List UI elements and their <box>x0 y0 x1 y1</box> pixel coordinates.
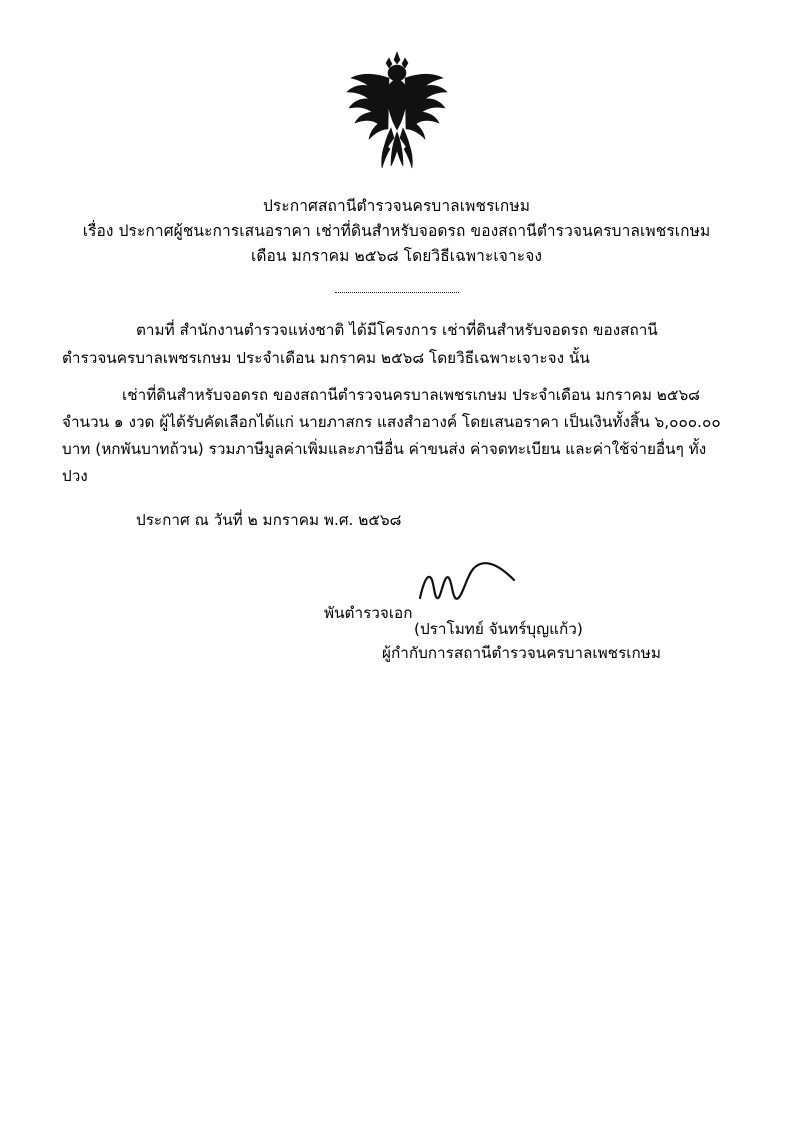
horizontal-divider <box>335 292 459 293</box>
signer-name: (ปราโมทย์ จันทร์บุญแก้ว) <box>414 619 583 638</box>
garuda-emblem <box>337 48 457 176</box>
handwritten-signature <box>414 558 534 614</box>
paragraph-1: ตามที่ สำนักงานตำรวจแห่งชาติ ได้มีโครงการ เช่าที่ดินสำหรับจอดรถ ของสถานีตำรวจนครบาลเพชรเกษม ประจำเดือน มกราคม ๒๕๖๘ โดยวิธีเฉพาะเจาะจง นั้น <box>62 321 658 367</box>
heading-line-3: เดือน มกราคม ๒๕๖๘ โดยวิธีเฉพาะเจาะจง <box>250 247 543 266</box>
signature-block <box>62 558 731 678</box>
paragraph-2: เช่าที่ดินสำหรับจอดรถ ของสถานีตำรวจนครบาลเพชรเกษม ประจำเดือน มกราคม ๒๕๖๘ จำนวน ๑ งวด ผู้ได้รับคัดเลือกได้แก่ นายภาสกร แสงสำอางค์ โดยเสนอราคา เป็นเงินทั้งสิ้น ๖,๐๐๐.๐๐ บาท (หกพันบาทถ้วน) รวมภาษีมูลค่าเพิ่มและภาษีอื่น ค่าขนส่ง ค่าจดทะเบียน และค่าใช้จ่ายอื่นๆ ทั้งปวง <box>62 385 721 486</box>
signer-title: ผู้กำกับการสถานีตำรวจนครบาลเพชรเกษม <box>382 643 661 662</box>
signer-rank: พันตำรวจเอก <box>324 603 413 622</box>
document-body <box>62 317 731 534</box>
document-headings <box>62 194 731 269</box>
heading-line-1: ประกาศสถานีตำรวจนครบาลเพชรเกษม <box>262 197 531 215</box>
emblem-container <box>62 48 731 180</box>
divider-container <box>62 282 731 301</box>
heading-line-2: เรื่อง ประกาศผู้ชนะการเสนอราคา เช่าที่ดินสำหรับจอดรถ ของสถานีตำรวจนครบาลเพชรเกษม <box>82 222 711 241</box>
announcement-date: ประกาศ ณ วันที่ ๒ มกราคม พ.ศ. ๒๕๖๘ <box>136 510 402 529</box>
